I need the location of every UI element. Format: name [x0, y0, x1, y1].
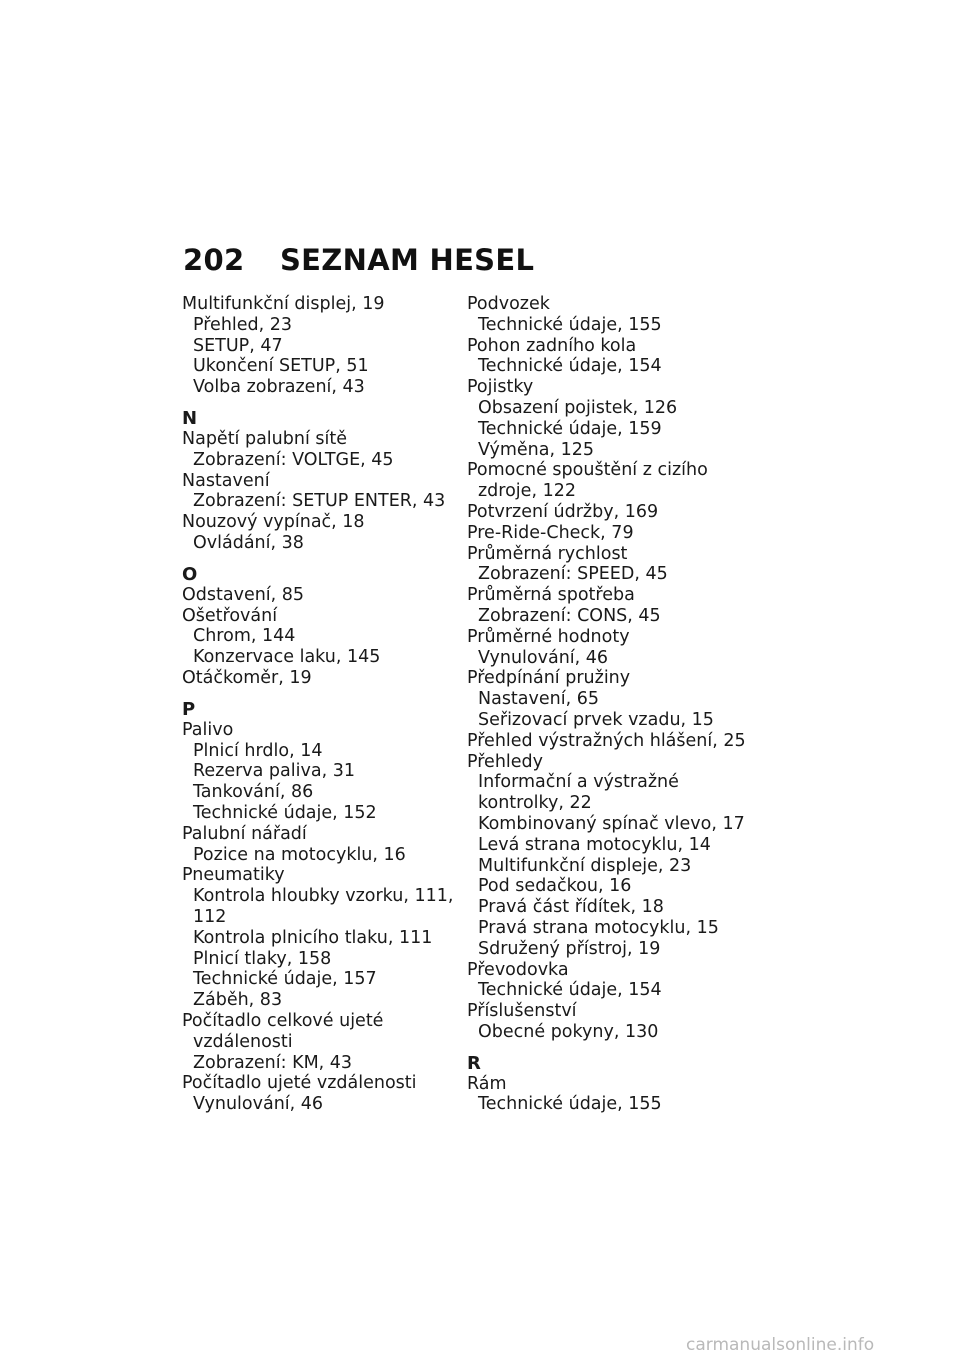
index-subentry: Zobrazení: VOLTGE, 45 — [193, 449, 394, 470]
index-subentry: Technické údaje, 157 — [193, 969, 377, 990]
index-entry: Přehledy — [467, 751, 544, 772]
index-entry: Nouzový vypínač, 18 — [182, 512, 365, 533]
index-entry: Pneumatiky — [182, 865, 285, 886]
index-subentry: Pozice na motocyklu, 16 — [193, 844, 406, 865]
index-subentry: Přehled, 23 — [193, 314, 293, 335]
page-header — [183, 243, 534, 277]
index-entry: Předpínání pružiny — [467, 668, 631, 689]
index-subentry: Kontrola plnicího tlaku, 111 — [193, 927, 433, 948]
index-entry: Průměrné hodnoty — [467, 626, 630, 647]
index-subentry: Zobrazení: CONS, 45 — [478, 605, 661, 626]
index-entry: Průměrná spotřeba — [467, 585, 635, 606]
index-subentry: Technické údaje, 152 — [193, 802, 377, 823]
index-entry: Příslušenství — [467, 1001, 577, 1022]
index-subentry: Technické údaje, 155 — [478, 314, 662, 335]
index-subentry: Multifunkční displeje, 23 — [478, 855, 692, 876]
index-subentry: Rezerva paliva, 31 — [193, 761, 355, 782]
index-subentry: Technické údaje, 154 — [478, 356, 662, 377]
index-subentry: Technické údaje, 159 — [478, 418, 662, 439]
index-subentry: Vynulování, 46 — [193, 1094, 324, 1115]
index-subentry: Zobrazení: KM, 43 — [193, 1052, 353, 1073]
index-subentry: 112 — [193, 906, 227, 927]
index-subentry: Seřizovací prvek vzadu, 15 — [478, 709, 714, 730]
index-entry: Odstavení, 85 — [182, 584, 305, 605]
index-subentry: Sdružený přístroj, 19 — [478, 938, 661, 959]
index-entry: Nastavení — [182, 470, 270, 491]
index-letter-heading: R — [467, 1052, 481, 1074]
index-entry: Průměrná rychlost — [467, 543, 628, 564]
index-subentry: Chrom, 144 — [193, 626, 296, 647]
index-entry: Napětí palubní sítě — [182, 428, 347, 449]
index-subentry: Obecné pokyny, 130 — [478, 1021, 659, 1042]
index-subentry: Obsazení pojistek, 126 — [478, 397, 678, 418]
page-number: 202 — [183, 243, 245, 277]
index-letter-heading: N — [182, 407, 198, 429]
index-subentry: Plnicí tlaky, 158 — [193, 948, 332, 969]
index-subentry: Záběh, 83 — [193, 990, 283, 1011]
index-entry: Rám — [467, 1073, 507, 1094]
index-subentry: SETUP, 47 — [193, 335, 283, 356]
index-subentry: Nastavení, 65 — [478, 689, 599, 710]
index-entry: Otáčkoměr, 19 — [182, 667, 312, 688]
index-entry: Podvozek — [467, 294, 550, 314]
index-subentry: Pravá strana motocyklu, 15 — [478, 917, 719, 938]
index-entry: Palivo — [182, 719, 234, 740]
index-entry: Pre-Ride-Check, 79 — [467, 522, 634, 543]
index-subentry: Vynulování, 46 — [478, 647, 609, 668]
index-subentry: Pod sedačkou, 16 — [478, 876, 632, 897]
watermark: carmanualsonline.info — [686, 1335, 875, 1355]
index-subentry: Technické údaje, 154 — [478, 980, 662, 1001]
index-entry: Počítadlo ujeté vzdálenosti — [182, 1073, 417, 1094]
index-entry: Potvrzení údržby, 169 — [467, 501, 659, 522]
index-entry: Převodovka — [467, 959, 569, 980]
index-subentry: Plnicí hrdlo, 14 — [193, 740, 323, 761]
index-entry: Počítadlo celkové ujeté — [182, 1010, 384, 1031]
index-subentry: Levá strana motocyklu, 14 — [478, 834, 711, 855]
index-subentry: Kombinovaný spínač vlevo, 17 — [478, 813, 745, 834]
index-subentry: Volba zobrazení, 43 — [193, 377, 365, 398]
index-subentry: Konzervace laku, 145 — [193, 647, 381, 668]
index-entry: Pohon zadního kola — [467, 335, 637, 356]
index-subentry: Zobrazení: SPEED, 45 — [478, 564, 668, 585]
index-letter-heading: P — [182, 698, 196, 720]
index-subentry: Zobrazení: SETUP ENTER, 43 — [193, 491, 446, 512]
index-entry-continuation: zdroje, 122 — [478, 481, 576, 502]
index-subentry: Pravá část řídítek, 18 — [478, 897, 664, 918]
index-entry-continuation: vzdálenosti — [193, 1031, 293, 1052]
index-entry: Palubní nářadí — [182, 823, 307, 844]
page-title: SEZNAM HESEL — [280, 243, 535, 277]
index-subentry: Technické údaje, 155 — [478, 1094, 662, 1115]
index-column-left — [182, 294, 457, 1115]
index-subentry: Informační a výstražné — [478, 772, 679, 793]
index-subentry: Ukončení SETUP, 51 — [193, 356, 369, 377]
index-entry: Multifunkční displej, 19 — [182, 294, 385, 314]
index-entry: Pojistky — [467, 377, 534, 398]
index-subentry: Tankování, 86 — [193, 782, 314, 803]
index-subentry: kontrolky, 22 — [478, 793, 592, 814]
index-column-right — [467, 294, 747, 1115]
index-entry: Přehled výstražných hlášení, 25 — [467, 730, 746, 751]
index-subentry: Kontrola hloubky vzorku, 111, — [193, 886, 454, 907]
index-letter-heading: O — [182, 563, 198, 585]
index-subentry: Ovládání, 38 — [193, 532, 304, 553]
index-subentry: Výměna, 125 — [478, 439, 595, 460]
index-entry: Pomocné spouštění z cizího — [467, 460, 708, 481]
index-entry: Ošetřování — [182, 605, 278, 626]
